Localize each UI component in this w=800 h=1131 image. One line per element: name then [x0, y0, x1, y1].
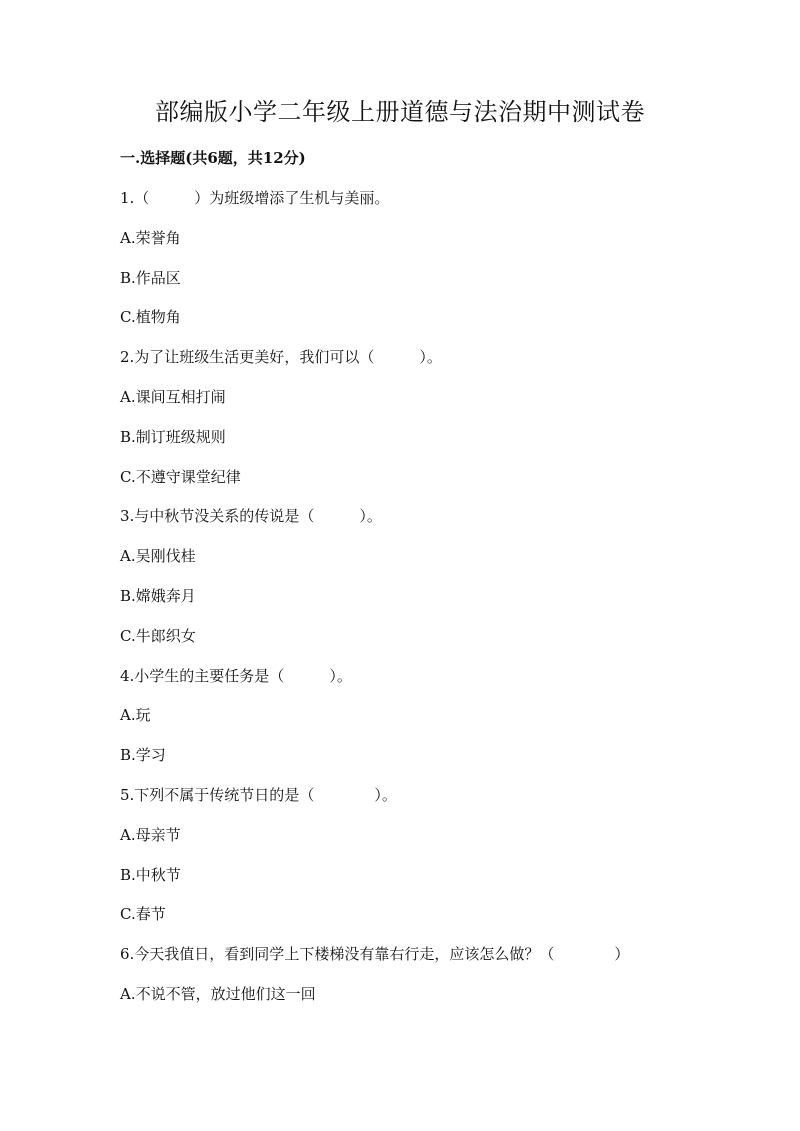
page-title: 部编版小学二年级上册道德与法治期中测试卷	[155, 98, 645, 126]
question-5-option-a: A.母亲节	[120, 825, 181, 844]
question-2: 2.为了让班级生活更美好，我们可以（ ）。	[120, 348, 442, 367]
question-2-option-b: B.制订班级规则	[120, 427, 226, 446]
question-6-option-a: A.不说不管，放过他们这一回	[120, 984, 316, 1003]
question-1-option-a: A.荣誉角	[120, 228, 181, 247]
section-heading: 一.选择题(共6题，共12分)	[120, 149, 306, 167]
question-4-option-a: A.玩	[120, 706, 151, 725]
question-5: 5.下列不属于传统节日的是（ ）。	[120, 785, 397, 804]
question-3-option-b: B.嫦娥奔月	[120, 586, 196, 605]
question-1-option-b: B.作品区	[120, 268, 181, 287]
question-5-option-b: B.中秋节	[120, 865, 181, 884]
question-4-option-b: B.学习	[120, 746, 166, 765]
question-1-option-c: C.植物角	[120, 308, 181, 327]
question-list	[120, 184, 720, 1020]
question-4: 4.小学生的主要任务是（ ）。	[120, 666, 352, 685]
question-3-option-a: A.吴刚伐桂	[120, 547, 196, 566]
question-3: 3.与中秋节没关系的传说是（ ）。	[120, 507, 382, 526]
question-5-option-c: C.春节	[120, 905, 166, 924]
question-1: 1.（ ）为班级增添了生机与美丽。	[120, 189, 390, 207]
question-2-option-c: C.不遵守课堂纪律	[120, 467, 241, 486]
question-3-option-c: C.牛郎织女	[120, 626, 196, 645]
question-6: 6.今天我值日，看到同学上下楼梯没有靠右行走，应该怎么做？（ ）	[120, 945, 630, 964]
question-2-option-a: A.课间互相打闹	[120, 387, 226, 406]
